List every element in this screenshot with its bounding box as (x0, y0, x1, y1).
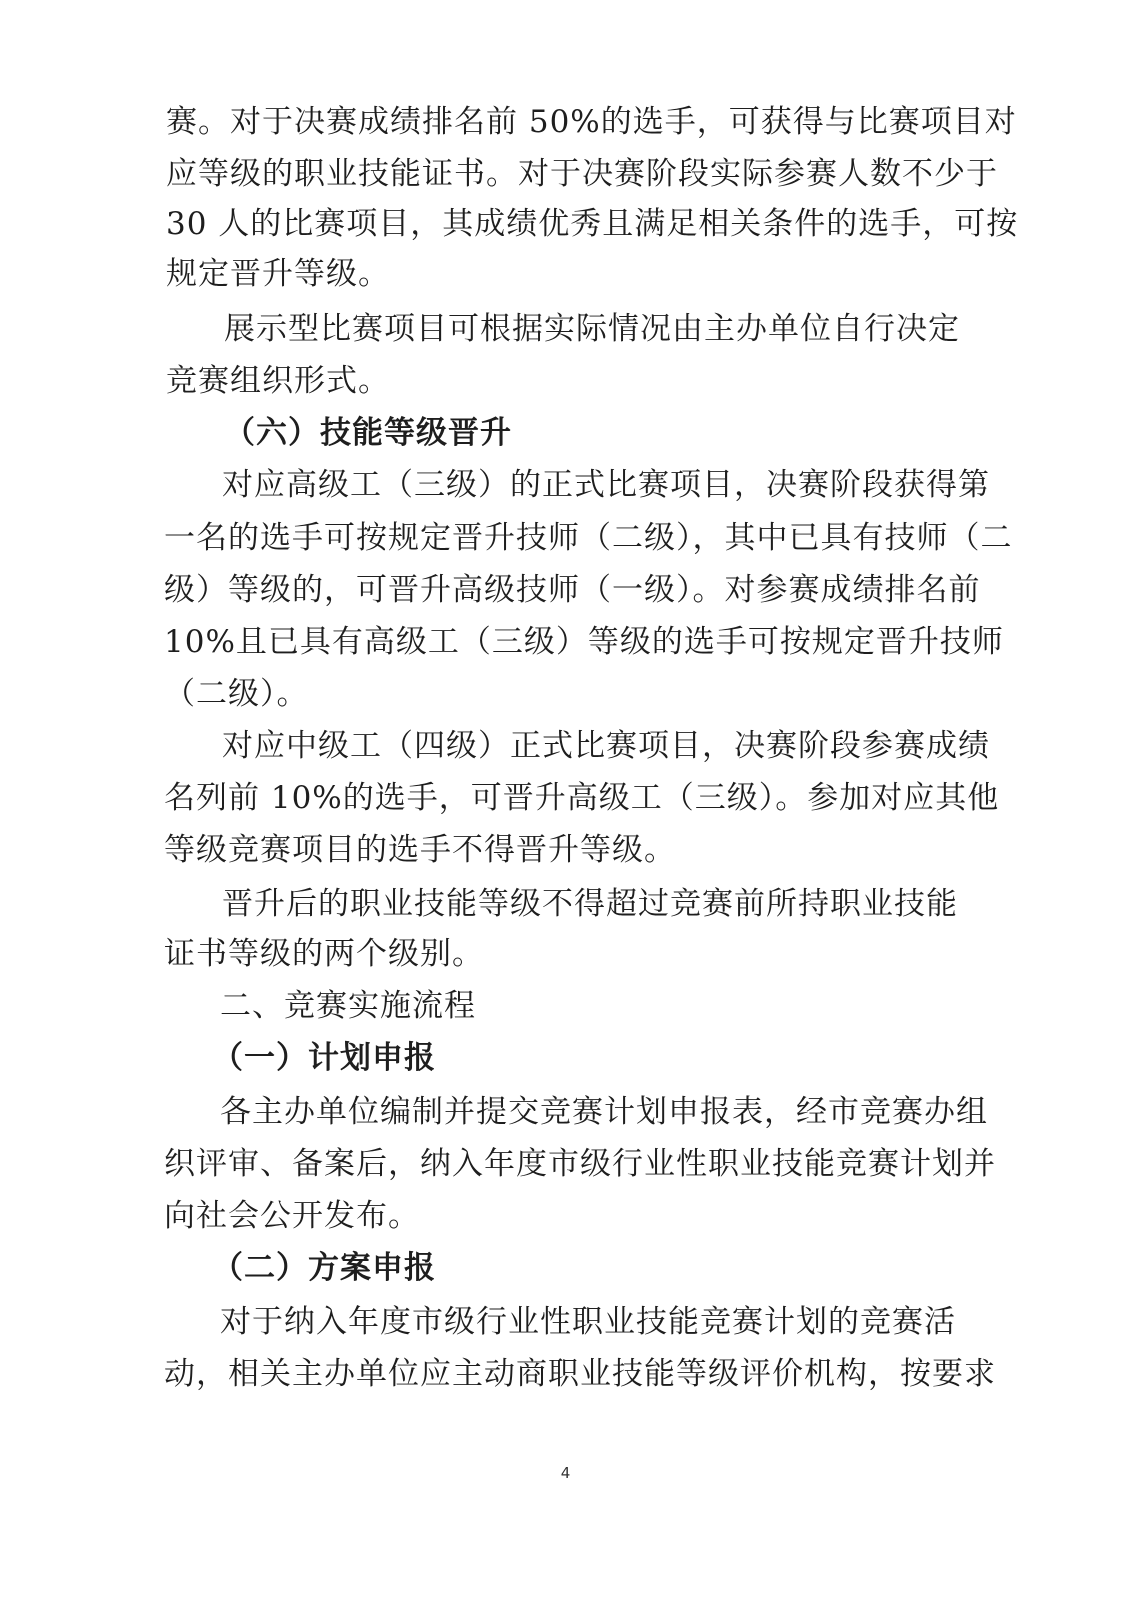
text-line-2: 应等级的职业技能证书。对于决赛阶段实际参赛人数不少于 (166, 156, 998, 192)
text-line-4: 规定晋升等级。 (166, 256, 390, 292)
text-line-12: （二级）。 (164, 676, 309, 712)
text-line-5: 展示型比赛项目可根据实际情况由主办单位自行决定 (224, 311, 960, 347)
text-line-16: 晋升后的职业技能等级不得超过竞赛前所持职业技能 (222, 886, 958, 922)
text-line-10: 级）等级的，可晋升高级技师（一级）。对参赛成绩排名前 (164, 572, 981, 608)
page-number: 4 (560, 1464, 571, 1482)
text-line-11: 10%且已具有高级工（三级）等级的选手可按规定晋升技师 (164, 624, 1004, 660)
text-line-15: 等级竞赛项目的选手不得晋升等级。 (164, 832, 676, 868)
text-line-25: 动，相关主办单位应主动商职业技能等级评价机构，按要求 (164, 1356, 996, 1392)
text-line-9: 一名的选手可按规定晋升技师（二级），其中已具有技师（二 (164, 520, 1013, 556)
subsection-heading-proposal: （二）方案申报 (212, 1250, 436, 1286)
text-line-8: 对应高级工（三级）的正式比赛项目，决赛阶段获得第 (222, 467, 990, 503)
text-line-24: 对于纳入年度市级行业性职业技能竞赛计划的竞赛活 (220, 1304, 956, 1340)
text-line-13: 对应中级工（四级）正式比赛项目，决赛阶段参赛成绩 (222, 728, 990, 764)
text-line-1: 赛。对于决赛成绩排名前 50%的选手，可获得与比赛项目对 (166, 104, 1017, 140)
text-line-3: 30 人的比赛项目，其成绩优秀且满足相关条件的选手，可按 (166, 206, 1019, 242)
text-line-6: 竞赛组织形式。 (166, 363, 390, 399)
text-line-17: 证书等级的两个级别。 (164, 936, 484, 972)
section-heading-implementation: 二、竞赛实施流程 (220, 988, 476, 1024)
section-heading-skill-upgrade: （六）技能等级晋升 (224, 415, 512, 451)
text-line-21: 织评审、备案后，纳入年度市级行业性职业技能竞赛计划并 (164, 1146, 996, 1182)
subsection-heading-plan: （一）计划申报 (212, 1040, 436, 1076)
text-line-22: 向社会公开发布。 (164, 1198, 420, 1234)
text-line-14: 名列前 10%的选手，可晋升高级工（三级）。参加对应其他 (164, 780, 1000, 816)
text-line-20: 各主办单位编制并提交竞赛计划申报表，经市竞赛办组 (220, 1094, 988, 1130)
